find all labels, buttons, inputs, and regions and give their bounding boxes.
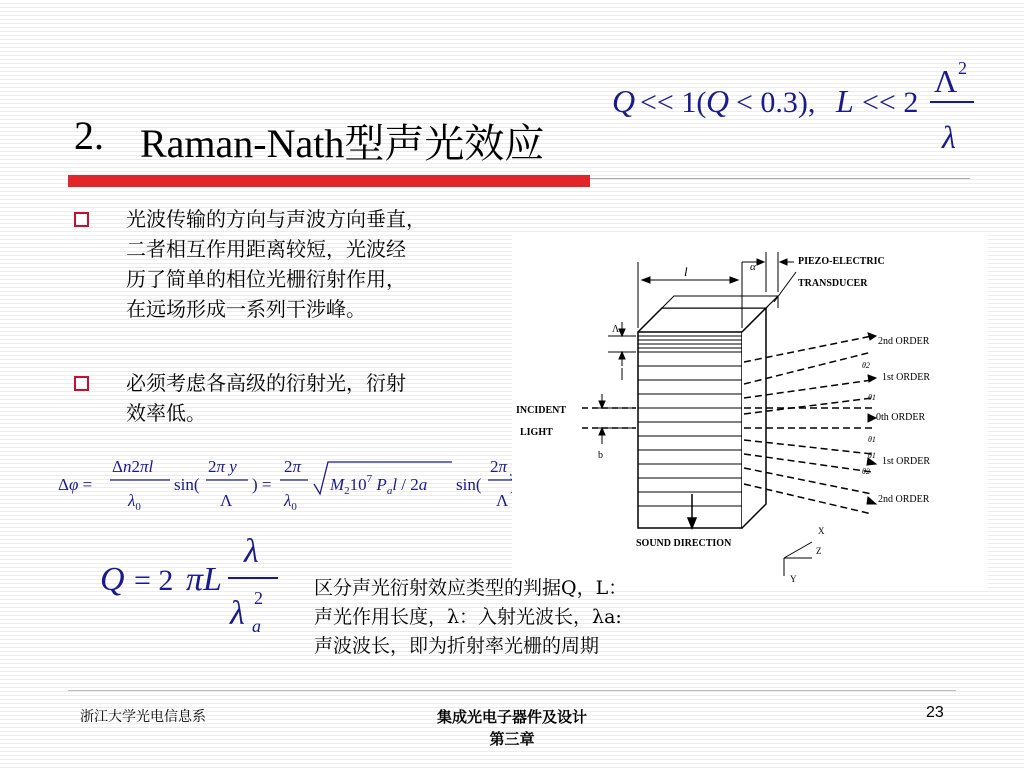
svg-text:): ) — [510, 475, 516, 494]
label-order-0th: 0th ORDER — [876, 412, 926, 423]
label-light: LIGHT — [520, 427, 553, 438]
svg-text:2: 2 — [254, 588, 263, 608]
svg-text:= 2: = 2 — [134, 564, 174, 597]
crystal-side — [742, 308, 766, 528]
svg-text:< 0.3),: < 0.3), — [736, 86, 816, 119]
svg-text:sin(: sin( — [456, 475, 482, 494]
svg-text:Λ: Λ — [934, 63, 958, 99]
footer-divider — [68, 690, 956, 691]
title-underline-bar — [68, 175, 590, 187]
raman-nath-diagram — [512, 232, 988, 588]
axis-x-label: X — [818, 526, 825, 536]
svg-text:) =: ) = — [252, 475, 272, 494]
svg-text:Q: Q — [100, 561, 125, 598]
svg-text:λ0: $\lambda_0$ — [284, 491, 297, 513]
axis-z-label: Z — [816, 546, 822, 556]
bullet-text: 光波传输的方向与声波方向垂直， 二者相互作用距离较短，光波经 历了简单的相位光栅衍射作用， 在远场形成一系列干涉峰。 — [126, 207, 426, 321]
svg-text:2π: 2π — [284, 457, 302, 476]
axis-y-label: Y — [790, 574, 797, 584]
label-transducer: TRANSDUCER — [798, 278, 868, 289]
label-theta: θ1 — [868, 393, 876, 402]
svg-text:2: 2 — [958, 58, 967, 78]
svg-text:πL: πL — [186, 561, 222, 598]
svg-text:λ: λ — [230, 595, 245, 632]
label-order-2nd-top: 2nd ORDER — [878, 336, 930, 347]
bullet-marker — [74, 212, 89, 227]
label-theta: θ2 — [862, 361, 870, 370]
crystal-body — [638, 332, 742, 528]
label-theta: θ2 — [862, 467, 870, 476]
svg-text:M2107 Pal / 2a: $M_210^7$ $P_al / 2a$ — [330, 473, 428, 497]
footer-course: 集成光电子器件及设计 第三章 — [436, 708, 587, 748]
svg-text:Λ: Λ — [496, 491, 509, 510]
svg-text:a: a — [252, 616, 261, 636]
label-piezo: PIEZO-ELECTRIC — [798, 256, 885, 267]
svg-text:Δφ =: Δφ = — [58, 475, 93, 494]
label-order-1st-top: 1st ORDER — [882, 372, 931, 383]
svg-text:L: L — [836, 83, 854, 119]
label-order-1st-bottom: 1st ORDER — [882, 456, 931, 467]
title-number: 2. — [74, 113, 104, 158]
page-number: 23 — [926, 704, 944, 721]
svg-text:2π y: 2π y — [208, 457, 237, 476]
svg-text:Λ: Λ — [220, 491, 233, 510]
label-theta: θ1 — [868, 451, 876, 460]
svg-text:λ0: $\lambda_0$ — [128, 491, 141, 513]
bullet-marker — [74, 376, 89, 391]
svg-text:λ: λ — [942, 119, 956, 155]
criterion-formula — [612, 50, 992, 160]
criterion-note: 区分声光衍射效应类型的判据Q，L： 声光作用长度，λ：入射光波长，λa: 声波波长，即为折射率光栅的周期 — [314, 577, 628, 657]
svg-text:<< 2: << 2 — [862, 86, 919, 119]
q-formula — [100, 528, 290, 638]
formula-q-var: Q — [612, 83, 636, 119]
svg-text:sin(: sin( — [174, 475, 200, 494]
footer-department: 浙江大学光电信息系 — [80, 709, 206, 725]
label-order-2nd-bottom: 2nd ORDER — [878, 494, 930, 505]
svg-text:Δn2πl: Δn2πl — [112, 457, 154, 476]
svg-text:<< 1(: << 1( — [640, 86, 707, 119]
svg-text:Q: Q — [706, 83, 730, 119]
bullet-text: 必须考虑各高级的衍射光，衍射 效率低。 — [126, 371, 406, 425]
label-incident: INCIDENT — [516, 405, 567, 416]
label-lambda: Λ — [612, 324, 620, 335]
label-b: b — [598, 450, 603, 461]
label-l: l — [684, 264, 688, 279]
phase-formula — [58, 448, 520, 520]
label-sound: SOUND DIRECTION — [636, 538, 732, 549]
svg-text:2π y: 2π y — [490, 457, 519, 476]
label-theta: θ1 — [868, 435, 876, 444]
label-alpha: α — [750, 261, 756, 273]
slide-title: Raman-Nath型声光效应 — [140, 121, 545, 166]
svg-text:λ: λ — [244, 533, 259, 570]
title-divider — [590, 178, 970, 179]
